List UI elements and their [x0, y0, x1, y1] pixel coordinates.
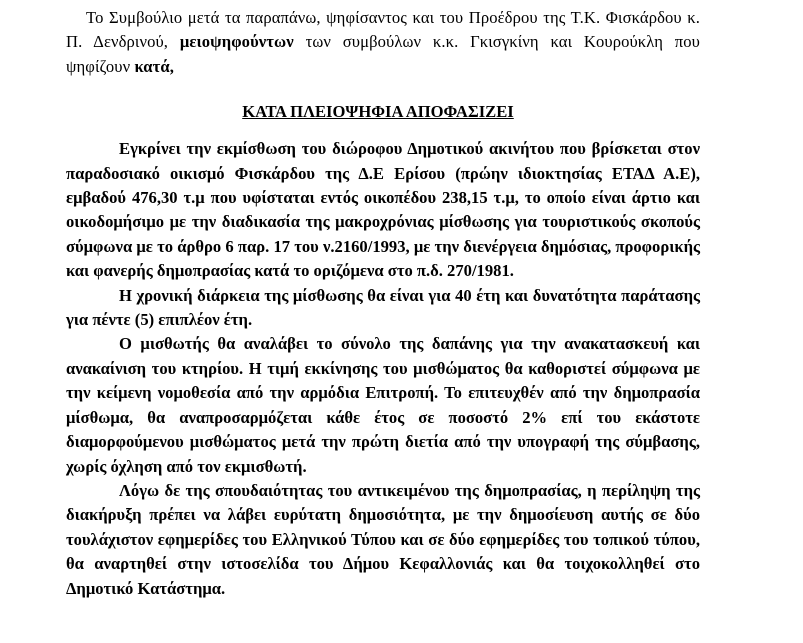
intro-text-2: των συμβούλων κ.κ. Γκισγκίνη και Κουρούκλη που ψηφίζουν — [66, 32, 700, 76]
intro-paragraph — [66, 6, 700, 79]
decision-heading-text: ΚΑΤΑ ΠΛΕΙΟΨΗΦΙΑ ΑΠΟΦΑΣΙΖΕΙ — [242, 102, 514, 122]
paragraph-lessee-obligations: Ο μισθωτής θα αναλάβει το σύνολο της δαπάνης για την ανακατασκευή και ανακαίνιση του κτηρίου. Η τιμή εκκίνησης του μισθώματος θα καθοριστεί σύμφωνα με την κείμενη νομοθεσία από την αρμόδια Επιτροπή. Το επιτευχθέν από την δημοπρασία μίσθωμα, θα αναπροσαρμόζεται κάθε έτος σε ποσοστό 2% επί του εκάστοτε διαμορφούμενου μισθώματος μετά την πρώτη διετία από την υπογραφή της σύμβασης, χωρίς όχληση από τον εκμισθωτή. — [66, 334, 700, 476]
paragraph-lease-duration: Η χρονική διάρκεια της μίσθωσης θα είναι για 40 έτη και δυνατότητα παράτασης για πέντε (5) επιπλέον έτη. — [66, 285, 700, 330]
intro-text-1: Το Συμβούλιο μετά τα παραπάνω, ψηφίσαντος και του Προέδρου της Τ.Κ. Φισκάρδου κ. Π. Δενδρινού, — [66, 8, 700, 52]
decision-heading — [66, 79, 700, 137]
intro-bold-against: κατά, — [134, 56, 174, 76]
paragraph-lease-approval: Εγκρίνει την εκμίσθωση του διώροφου Δημοτικού ακινήτου που βρίσκεται στον παραδοσιακό οικισμό Φισκάρδου της Δ.Ε Ερίσου (πρώην ιδιοκτησίας ΕΤΑΔ Α.Ε), εμβαδού 476,30 τ.μ που υφίσταται εντός οικοπέδου 238,15 τ.μ, το οποίο είναι άρτιο και οικοδομήσιμο με την διαδικασία της μακροχρόνιας μίσθωσης για τουριστικούς σκοπούς σύμφωνα με το άρθρο 6 παρ. 17 του ν.2160/1993, με την διενέργεια δημόσιας, προφορικής και φανερής δημοπρασίας κατά το οριζόμενα στο π.δ. 270/1981. — [66, 139, 700, 281]
intro-bold-minority: μειοψηφούντων — [179, 32, 294, 52]
paragraph-publicity: Λόγω δε της σπουδαιότητας του αντικειμένου της δημοπρασίας, η περίληψη της διακήρυξη πρέπει να λάβει ευρύτατη δημοσιότητα, με την δημοσίευση αυτής σε δύο τουλάχιστον εφημερίδες του Ελληνικού Τύπου και σε δύο εφημερίδες του τοπικού τύπου, θα αναρτηθεί στην ιστοσελίδα του Δήμου Κεφαλλονιάς και θα τοιχοκολληθεί στο Δημοτικό Κατάστημα. — [66, 480, 700, 598]
document-page — [66, 6, 700, 601]
